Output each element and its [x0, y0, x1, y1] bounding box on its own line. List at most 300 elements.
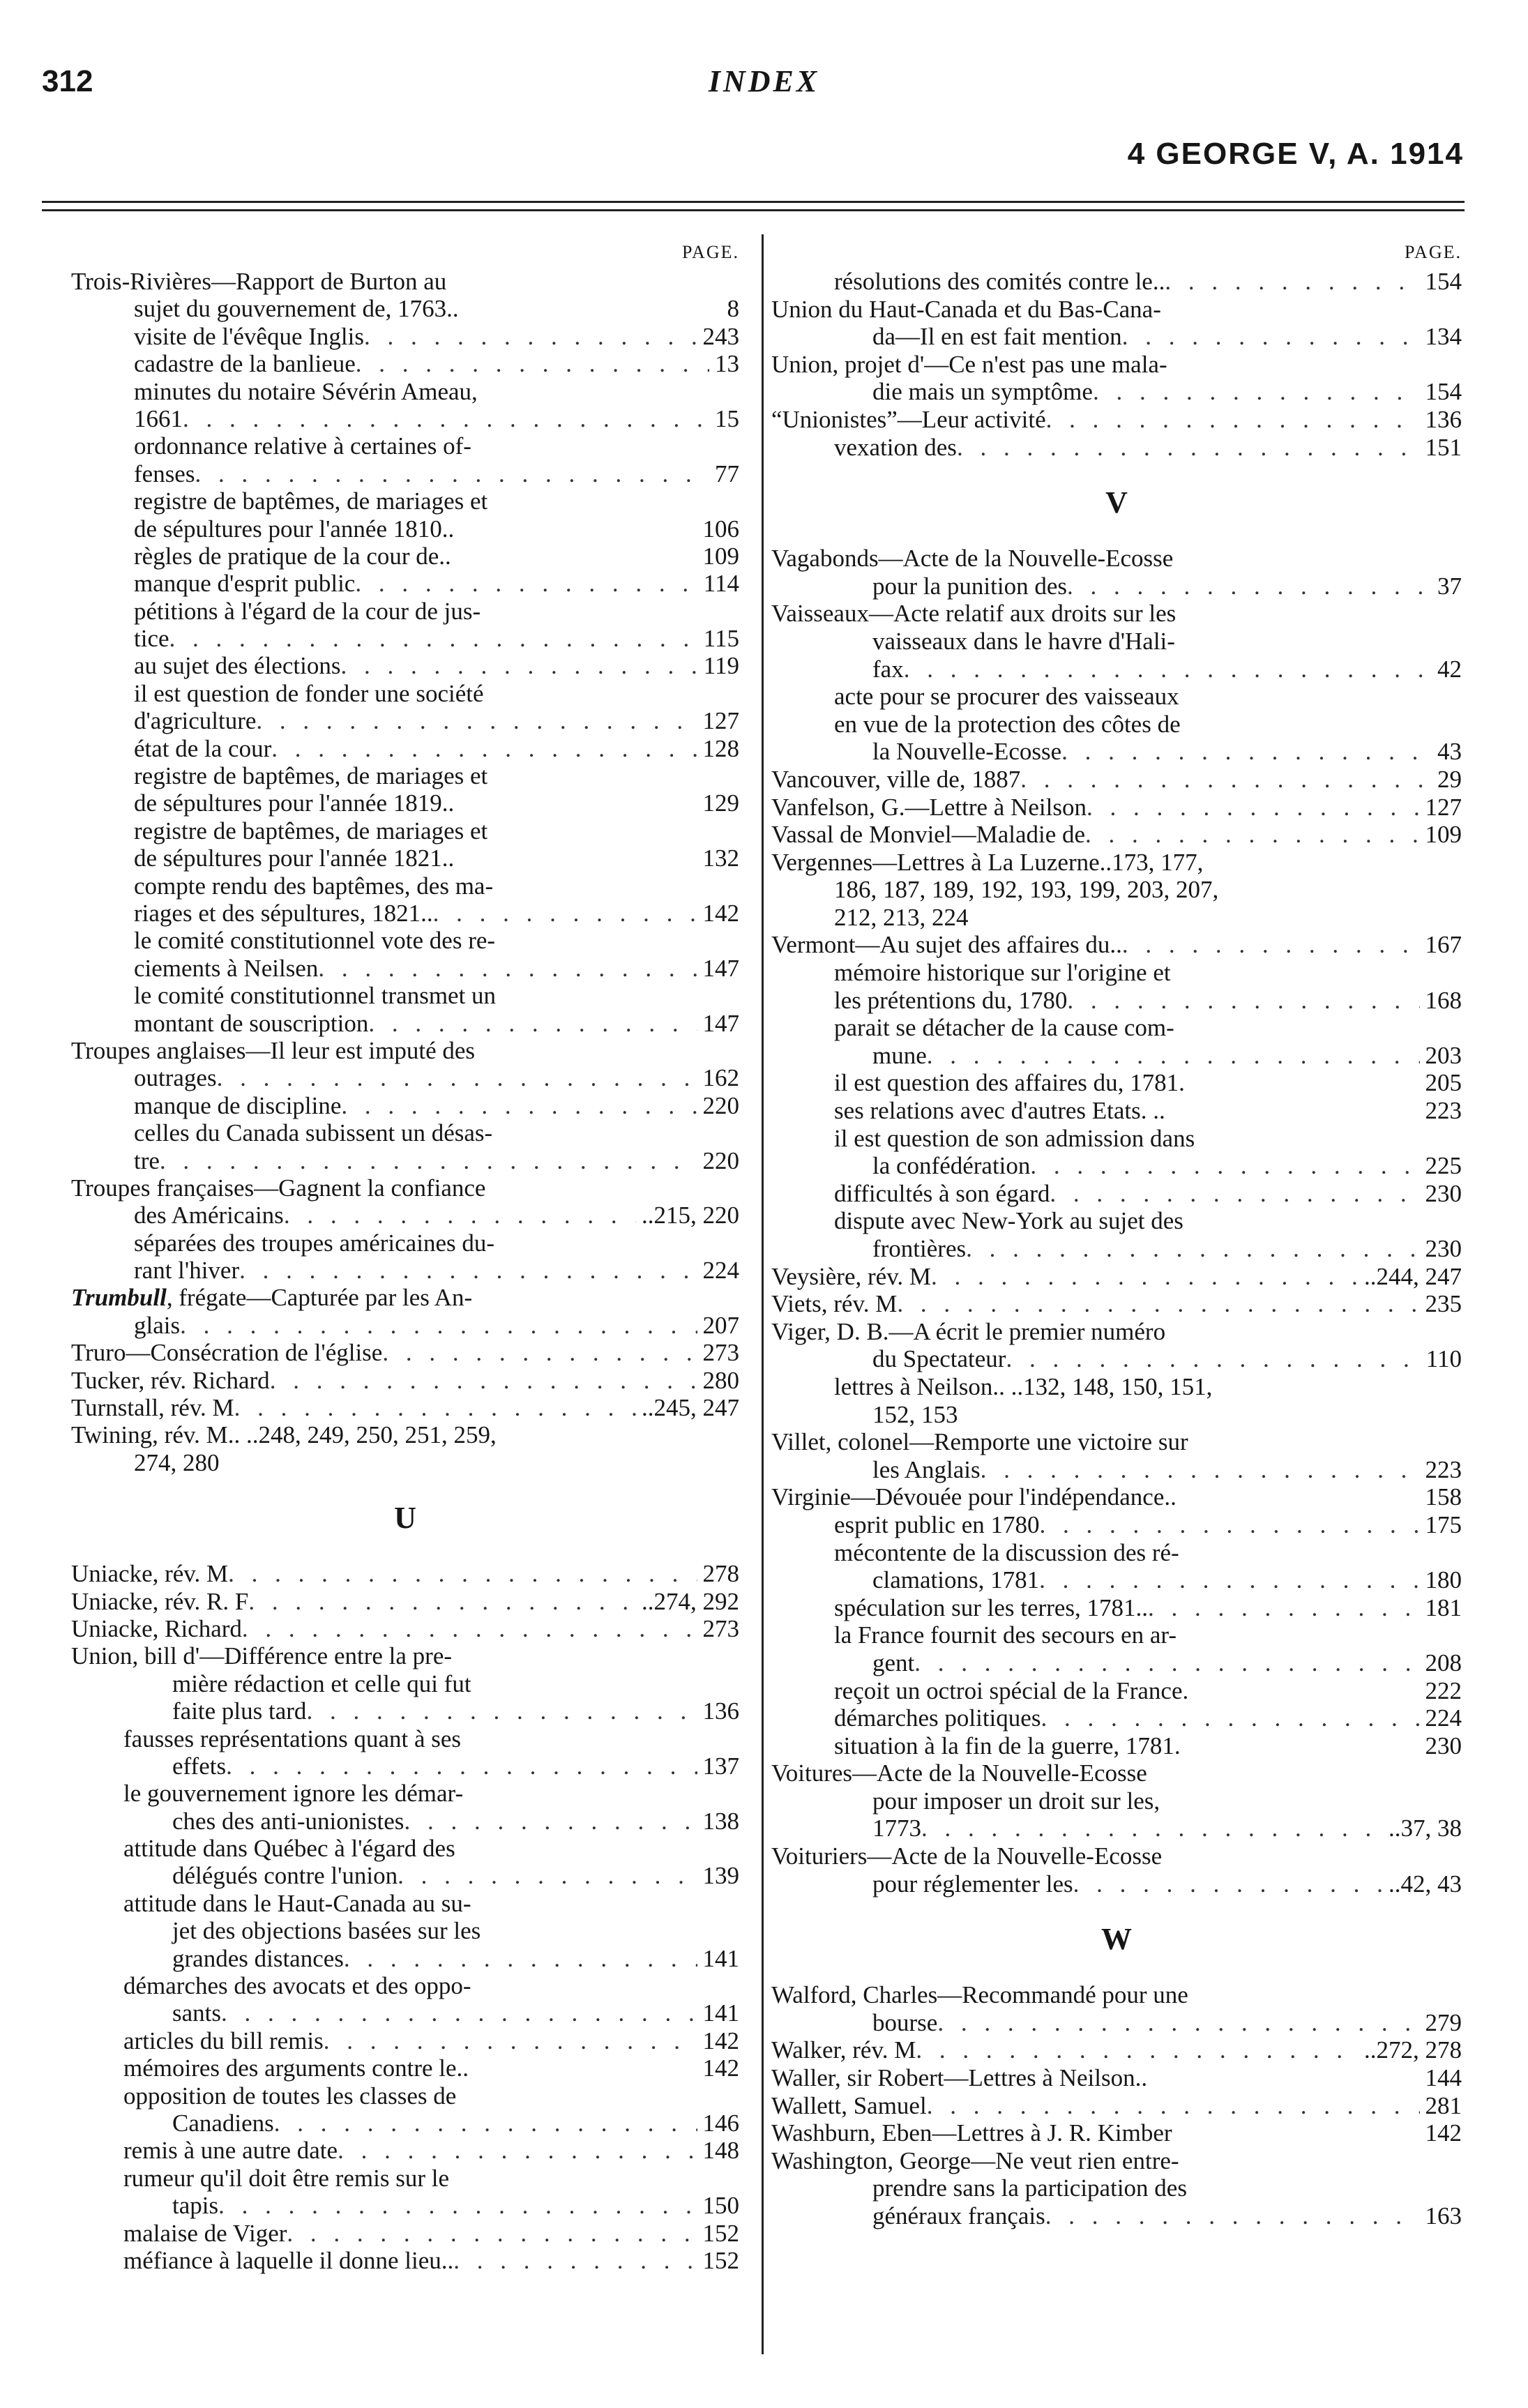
- entry-text: fenses: [134, 460, 195, 487]
- dot-leader: [183, 405, 709, 432]
- dot-leader: [453, 2247, 697, 2274]
- entry-text: Turnstall, rév. M: [71, 1394, 234, 1422]
- index-entry: [71, 762, 739, 789]
- index-entry: [71, 1037, 739, 1064]
- entry-text: 152, 153: [872, 1400, 958, 1428]
- entry-text: montant de souscription: [134, 1009, 369, 1037]
- index-entry: [71, 1642, 739, 1669]
- page-ref: ..244, 247: [1364, 1262, 1462, 1290]
- index-entry: [71, 2247, 739, 2274]
- page-ref: 281: [1425, 2091, 1462, 2119]
- dot-leader: [356, 350, 709, 377]
- page-ref: 106: [702, 515, 739, 543]
- entry-text: sujet du gouvernement de, 1763..: [134, 295, 459, 323]
- entry-text: règles de pratique de la cour de..: [134, 542, 451, 570]
- index-entry: [71, 432, 739, 460]
- index-entry: [771, 1483, 1462, 1511]
- index-entry: [71, 735, 739, 762]
- dot-leader: [916, 2036, 1359, 2064]
- index-entry: [771, 1511, 1462, 1539]
- entry-text: Viets, rév. M: [771, 1290, 898, 1318]
- index-entry: [771, 2064, 1462, 2092]
- page-title: INDEX: [708, 64, 820, 98]
- dot-leader: [1061, 738, 1432, 766]
- entry-text: effets: [172, 1752, 227, 1780]
- dot-leader: [284, 1202, 636, 1229]
- entry-text: fausses représentations quant à ses: [123, 1725, 462, 1752]
- entry-text: Walker, rév. M: [771, 2036, 916, 2064]
- page-ref: 138: [702, 1807, 739, 1835]
- index-entry: [71, 927, 739, 954]
- entry-text: 212, 213, 224: [834, 903, 969, 931]
- page-ref: 142: [702, 2027, 739, 2054]
- page-ref: 230: [1425, 1179, 1462, 1207]
- entry-text: dispute avec New-York au sujet des: [834, 1207, 1183, 1235]
- index-entry: [71, 1999, 739, 2027]
- dot-leader: [1067, 573, 1432, 600]
- index-entry: [71, 1917, 739, 1944]
- entry-text: Union, projet d'—Ce n'est pas une mala-: [771, 350, 1167, 378]
- index-entry: [771, 1125, 1462, 1153]
- dot-leader: [318, 955, 697, 982]
- running-head-right: 4 GEORGE V, A. 1914: [1127, 137, 1464, 171]
- index-entry: [771, 1594, 1462, 1622]
- entry-text: visite de l'évêque Inglis: [134, 322, 364, 350]
- dot-leader: [1046, 406, 1420, 434]
- entry-text: mière rédaction et celle qui fut: [172, 1669, 471, 1697]
- page-ref: 207: [702, 1311, 739, 1339]
- dot-leader: [404, 1808, 697, 1835]
- entry-text: Vanfelson, G.—Lettre à Neilson: [771, 793, 1087, 821]
- index-entry: [771, 2202, 1462, 2230]
- index-entry: [71, 900, 739, 927]
- entry-text: cadastre de la banlieue: [134, 350, 356, 378]
- entry-text: pour la punition des: [872, 572, 1067, 600]
- page-ref: 205: [1425, 1069, 1462, 1097]
- entry-text: “Unionistes”—Leur activité: [771, 405, 1046, 433]
- index-entry: [771, 1290, 1462, 1318]
- section-letter: U: [394, 1501, 416, 1536]
- dot-leader: [914, 1649, 1419, 1677]
- page-ref: ..272, 278: [1364, 2036, 1462, 2064]
- index-entry: [771, 2036, 1462, 2064]
- entry-text: il est question de son admission dans: [834, 1124, 1195, 1152]
- dot-leader: [1073, 1870, 1383, 1898]
- index-entry: [71, 570, 739, 597]
- entry-text: Twining, rév. M.. ..248, 249, 250, 251, 259,: [71, 1421, 497, 1449]
- entry-text: des Américains: [134, 1202, 284, 1229]
- page-ref: ..245, 247: [642, 1394, 739, 1422]
- entry-text: Vagabonds—Acte de la Nouvelle-Ecosse: [771, 545, 1174, 573]
- entry-text: vexation des: [834, 433, 957, 461]
- dot-leader: [937, 2009, 1419, 2037]
- entry-text: riages et des sépultures, 1821..: [134, 899, 433, 927]
- page-ref: 129: [702, 789, 739, 817]
- index-entry: [771, 1759, 1462, 1787]
- index-entry: [71, 2137, 739, 2164]
- entry-text: Canadiens: [172, 2110, 274, 2137]
- page-ref: 152: [702, 2219, 739, 2247]
- section-letter: W: [1101, 1922, 1132, 1957]
- index-entry: [71, 2054, 739, 2082]
- index-entry: [71, 625, 739, 652]
- entry-text: acte pour se procurer des vaisseaux: [834, 683, 1179, 711]
- index-entry: [71, 1092, 739, 1119]
- entry-text: grandes distances: [172, 1944, 344, 1972]
- entry-text: le comité constitutionnel vote des re-: [134, 927, 496, 955]
- dot-leader: [234, 1394, 636, 1421]
- index-entry: [71, 1780, 739, 1807]
- page-ref: 128: [702, 734, 739, 762]
- index-entry: [71, 2165, 739, 2192]
- entry-text: 1773: [872, 1815, 921, 1842]
- page-ref: 127: [702, 707, 739, 735]
- page-ref: 136: [702, 1697, 739, 1725]
- index-entry: [771, 406, 1462, 434]
- entry-text: opposition de toutes les classes de: [123, 2082, 457, 2110]
- entry-text: tice: [134, 625, 169, 653]
- index-entry: [71, 1147, 739, 1174]
- page-ref: 280: [702, 1366, 739, 1394]
- index-entry: [71, 598, 739, 625]
- entry-text: attitude dans Québec à l'égard des: [123, 1835, 455, 1863]
- index-entry: [71, 1752, 739, 1780]
- entry-text: mémoires des arguments contre le..: [123, 2054, 469, 2082]
- entry-text: difficultés à son égard: [834, 1179, 1050, 1207]
- index-entry: [771, 876, 1462, 904]
- dot-leader: [287, 2220, 697, 2247]
- index-entry: [771, 1014, 1462, 1042]
- index-entry: [771, 1207, 1462, 1235]
- entry-text: résolutions des comités contre le..: [834, 268, 1165, 295]
- entry-text: reçoit un octroi spécial de la France.: [834, 1676, 1189, 1704]
- index-column-left: [71, 237, 739, 2274]
- dot-leader: [1067, 987, 1419, 1015]
- entry-text: Vassal de Monviel—Maladie de: [771, 821, 1086, 849]
- index-entry: [771, 323, 1462, 351]
- index-entry: [771, 794, 1462, 821]
- index-entry: [71, 1312, 739, 1339]
- entry-text: frontières: [872, 1235, 967, 1262]
- entry-text: le gouvernement ignore les démar-: [123, 1780, 464, 1808]
- page-ref: 168: [1425, 986, 1462, 1014]
- page-ref: 43: [1437, 738, 1462, 766]
- index-entry: [771, 1566, 1462, 1594]
- dot-leader: [271, 735, 697, 762]
- entry-text: méfiance à laquelle il donne lieu..: [123, 2246, 454, 2274]
- page-ref: 154: [1425, 378, 1462, 406]
- index-entry: [71, 1119, 739, 1146]
- page-ref: 137: [702, 1752, 739, 1780]
- index-entry: [771, 1787, 1462, 1815]
- index-entry: [71, 1615, 739, 1642]
- dot-leader: [927, 2092, 1420, 2120]
- entry-text: la confédération: [872, 1152, 1031, 1180]
- header-rule: [42, 209, 1465, 211]
- dot-leader: [1020, 766, 1432, 794]
- page-ref: 220: [702, 1146, 739, 1174]
- dot-leader: [341, 1092, 697, 1119]
- entry-text: parait se détacher de la cause com-: [834, 1014, 1174, 1042]
- index-entry: [771, 1842, 1462, 1870]
- index-entry: [71, 460, 739, 487]
- page-ref: 208: [1425, 1649, 1462, 1676]
- entry-text: Vaisseaux—Acte relatif aux droits sur les: [771, 600, 1177, 628]
- index-entry: [71, 1588, 739, 1615]
- page-ref: 181: [1425, 1593, 1462, 1621]
- index-entry: [771, 1649, 1462, 1677]
- index-entry: [771, 1042, 1462, 1070]
- page-ref: 109: [1425, 821, 1462, 849]
- index-entry: [771, 545, 1462, 573]
- entry-text: il est question des affaires du, 1781.: [834, 1069, 1185, 1097]
- index-entry: [771, 656, 1462, 683]
- entry-text: Virginie—Dévouée pour l'indépendance..: [771, 1483, 1177, 1511]
- dot-leader: [398, 1862, 697, 1889]
- index-entry: [771, 1401, 1462, 1429]
- index-entry: [71, 1064, 739, 1091]
- entry-text: sants: [172, 1999, 221, 2027]
- index-entry: [71, 1257, 739, 1284]
- index-entry: [771, 1180, 1462, 1208]
- index-entry: [71, 1862, 739, 1889]
- index-entry: [71, 789, 739, 817]
- page-ref: 144: [1425, 2064, 1462, 2092]
- index-entry: [771, 821, 1462, 849]
- index-entry: [71, 1367, 739, 1394]
- entry-text: mune: [872, 1041, 927, 1069]
- entry-text: Union du Haut-Canada et du Bas-Cana-: [771, 295, 1161, 323]
- index-entry: [771, 959, 1462, 987]
- entry-text: malaise de Viger: [123, 2219, 287, 2247]
- index-entry: [771, 2092, 1462, 2120]
- entry-text: ciements à Neilsen: [134, 954, 319, 982]
- page-ref: 154: [1425, 268, 1462, 295]
- page-ref: 146: [702, 2110, 739, 2137]
- entry-text: d'agriculture: [134, 707, 257, 735]
- index-entry: [71, 515, 739, 543]
- entry-text: spéculation sur les terres, 1781..: [834, 1593, 1149, 1621]
- entry-text: Washburn, Eben—Lettres à J. R. Kimber: [771, 2119, 1172, 2147]
- index-entry: [71, 845, 739, 872]
- index-entry: [71, 955, 739, 982]
- index-entry: [771, 931, 1462, 959]
- index-entry: [771, 628, 1462, 656]
- index-entry: [71, 1835, 739, 1862]
- index-entry: [771, 351, 1462, 379]
- index-entry: [71, 1945, 739, 1972]
- entry-text: jet des objections basées sur les: [172, 1917, 481, 1945]
- dot-leader: [927, 1042, 1420, 1070]
- page-ref: 77: [715, 460, 739, 487]
- page-ref: 15: [715, 404, 739, 432]
- dot-leader: [242, 1615, 697, 1642]
- entry-text: mécontente de la discussion des ré-: [834, 1538, 1179, 1566]
- index-entry: [771, 1677, 1462, 1705]
- index-entry: [771, 2119, 1462, 2147]
- entry-text: da—Il en est fait mention: [872, 323, 1122, 351]
- dot-leader: [160, 1147, 697, 1174]
- entry-text: celles du Canada subissent un désas-: [134, 1119, 493, 1147]
- index-entry: [771, 600, 1462, 628]
- index-entry: [71, 1339, 739, 1366]
- entry-text: séparées des troupes américaines du-: [134, 1229, 495, 1257]
- dot-leader: [306, 1697, 697, 1725]
- page-ref: 109: [702, 542, 739, 570]
- page-ref: 8: [727, 295, 739, 323]
- dot-leader: [433, 900, 697, 927]
- page-ref: 230: [1425, 1235, 1462, 1262]
- index-entry: [771, 766, 1462, 794]
- page-ref: ..274, 292: [642, 1587, 739, 1615]
- index-entry: [71, 817, 739, 845]
- entry-text: registre de baptêmes, de mariages et: [134, 487, 488, 515]
- entry-text: il est question de fonder une société: [134, 679, 484, 707]
- entry-text: la France fournit des secours en ar-: [834, 1621, 1177, 1649]
- dot-leader: [270, 1367, 697, 1394]
- entry-text: ses relations avec d'autres Etats. ..: [834, 1097, 1165, 1125]
- page-ref: 152: [702, 2246, 739, 2274]
- dot-leader: [966, 1235, 1419, 1263]
- index-entry: [771, 1539, 1462, 1567]
- dot-leader: [1093, 378, 1420, 406]
- index-entry: [71, 268, 739, 295]
- index-entry: [771, 573, 1462, 600]
- entry-text: pour imposer un droit sur les,: [872, 1787, 1160, 1815]
- page-ref: ..42, 43: [1389, 1870, 1462, 1898]
- index-entry: [771, 711, 1462, 739]
- page-ref: 222: [1425, 1676, 1462, 1704]
- index-entry: [771, 1318, 1462, 1346]
- index-entry: [71, 2110, 739, 2137]
- index-entry: [71, 2220, 739, 2247]
- dot-leader: [195, 460, 709, 487]
- entry-text: Troupes anglaises—Il leur est imputé des: [71, 1036, 476, 1064]
- index-entry: [71, 1697, 739, 1725]
- page-ref: 230: [1425, 1732, 1462, 1759]
- index-entry: [771, 1263, 1462, 1291]
- dot-leader: [897, 1290, 1419, 1318]
- dot-leader: [1087, 794, 1420, 821]
- entry-text: bourse: [872, 2008, 938, 2036]
- entry-text: Voituriers—Acte de la Nouvelle-Ecosse: [771, 1842, 1163, 1870]
- index-entry: [71, 1972, 739, 1999]
- dot-leader: [338, 2137, 697, 2164]
- index-entry: [771, 378, 1462, 406]
- entry-text: de sépultures pour l'année 1821..: [134, 845, 455, 872]
- section-letter: V: [1105, 485, 1128, 520]
- page-column-heading: PAGE.: [681, 242, 739, 262]
- entry-text: Walford, Charles—Recommandé pour une: [771, 1981, 1188, 2009]
- entry-text: Vermont—Au sujet des affaires du..: [771, 931, 1122, 959]
- page-ref: 136: [1425, 405, 1462, 433]
- index-entry: [71, 543, 739, 570]
- index-entry: [71, 707, 739, 734]
- page-column-heading: PAGE.: [1404, 242, 1462, 262]
- entry-text: Troupes françaises—Gagnent la confiance: [71, 1174, 486, 1202]
- dot-leader: [1050, 1180, 1419, 1208]
- index-entry: [771, 434, 1462, 462]
- page-ref: 273: [702, 1339, 739, 1367]
- dot-leader: [256, 707, 697, 734]
- index-entry: [771, 1815, 1462, 1842]
- dot-leader: [1085, 821, 1419, 849]
- entry-text: compte rendu des baptêmes, des ma-: [134, 872, 494, 900]
- dot-leader: [228, 1560, 697, 1587]
- entry-text: Vergennes—Lettres à La Luzerne..173, 177,: [771, 848, 1204, 876]
- entry-text: Waller, sir Robert—Lettres à Neilson..: [771, 2064, 1148, 2092]
- index-entry: [71, 872, 739, 900]
- entry-text: 186, 187, 189, 192, 193, 199, 203, 207,: [834, 876, 1219, 904]
- index-entry: [71, 1725, 739, 1752]
- dot-leader: [169, 625, 698, 652]
- entry-text: glais: [134, 1311, 181, 1339]
- entry-text: registre de baptêmes, de mariages et: [134, 817, 488, 845]
- page-ref: 224: [702, 1257, 739, 1285]
- entry-text: le comité constitutionnel transmet un: [134, 982, 497, 1010]
- entry-text: les Anglais: [872, 1455, 981, 1483]
- dot-leader: [1041, 1704, 1419, 1732]
- index-entry: [771, 1621, 1462, 1649]
- entry-text: ordonnance relative à certaines of-: [134, 432, 471, 460]
- entry-text: au sujet des élections: [134, 652, 341, 680]
- page-ref: 148: [702, 2137, 739, 2165]
- page-ref: 142: [702, 2054, 739, 2082]
- entry-text: fax: [872, 655, 904, 683]
- index-entry: [771, 683, 1462, 711]
- page-ref: 127: [1425, 793, 1462, 821]
- entry-text: Trumbull, frégate—Capturée par les An-: [71, 1284, 473, 1312]
- page-ref: 147: [702, 954, 739, 982]
- entry-text: Voitures—Acte de la Nouvelle-Ecosse: [771, 1759, 1147, 1787]
- dot-leader: [217, 1064, 697, 1091]
- page-ref: ..37, 38: [1389, 1815, 1462, 1842]
- entry-text: Vancouver, ville de, 1887: [771, 765, 1021, 793]
- entry-text: die mais un symptôme: [872, 378, 1093, 406]
- entry-text: 274, 280: [134, 1448, 220, 1476]
- entry-text: tapis: [172, 2192, 219, 2220]
- entry-text: faite plus tard: [172, 1697, 307, 1725]
- entry-text: en vue de la protection des côtes de: [834, 710, 1181, 738]
- entry-text: rumeur qu'il doit être remis sur le: [123, 2164, 450, 2192]
- entry-text: délégués contre l'union: [172, 1862, 398, 1890]
- entry-text: tre: [134, 1146, 160, 1174]
- page-ref: 13: [715, 350, 739, 378]
- entry-text: pétitions à l'égard de la cour de jus-: [134, 597, 481, 625]
- dot-leader: [180, 1312, 697, 1339]
- index-entries: [771, 268, 1462, 2230]
- index-entry: [71, 1229, 739, 1257]
- index-entry: [771, 738, 1462, 766]
- entry-text: articles du bill remis: [123, 2027, 324, 2054]
- entry-text: Villet, colonel—Remporte une victoire sur: [771, 1428, 1188, 1456]
- dot-leader: [1006, 1345, 1420, 1373]
- entry-text: manque de discipline: [134, 1091, 342, 1119]
- entry-text: remis à une autre date: [123, 2137, 338, 2165]
- dot-leader: [324, 2027, 697, 2054]
- index-entry: [71, 1394, 739, 1421]
- page-ref: 223: [1425, 1097, 1462, 1125]
- index-entry: [771, 1732, 1462, 1760]
- page-ref: 134: [1425, 323, 1462, 351]
- page-ref: 42: [1437, 655, 1462, 683]
- entry-text: Viger, D. B.—A écrit le premier numéro: [771, 1317, 1166, 1345]
- index-entry: [71, 1670, 739, 1697]
- page-ref: 114: [703, 570, 739, 598]
- page-ref: 220: [702, 1091, 739, 1119]
- dot-leader: [1040, 1511, 1420, 1539]
- page-ref: 141: [702, 1944, 739, 1972]
